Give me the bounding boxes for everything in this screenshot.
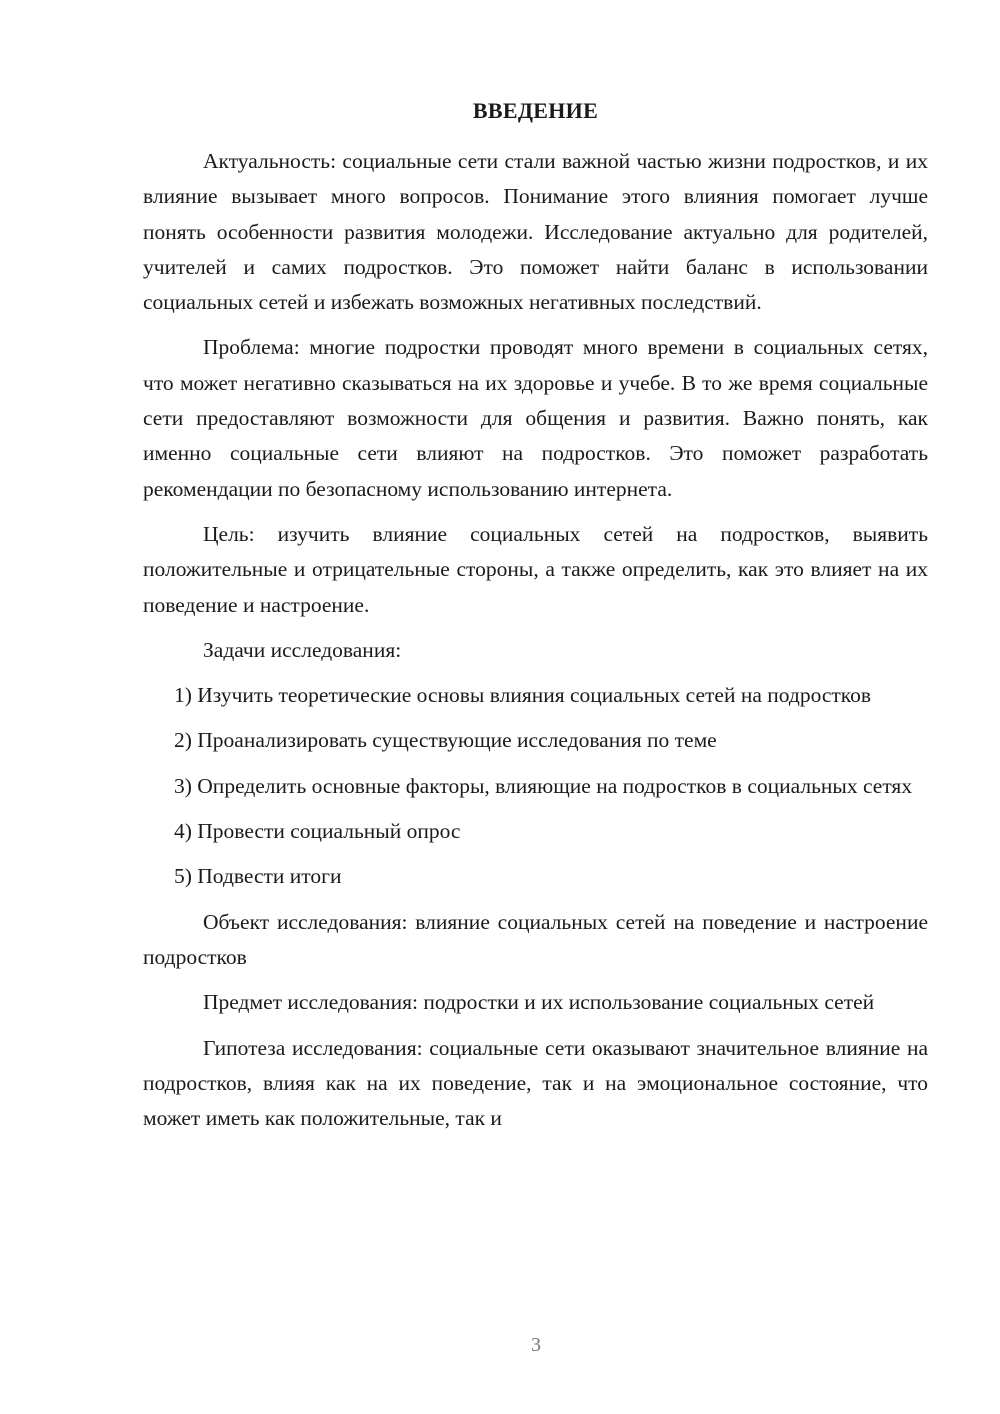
subject-paragraph: Предмет исследования: подростки и их использование социальных сетей <box>203 990 875 1015</box>
problem-paragraph: Проблема: многие подростки проводят много времени в социальных сетях, что может негативно сказываться на их здоровье и учебе. В то же время социальные сети предоставляют возможности для общения и развития. Важно понять, как именно социальные сети влияют на подростков. Это поможет разработать рекомендации по безопасному использованию интернета. <box>143 335 928 501</box>
task-item: 1) Изучить теоретические основы влияния социальных сетей на подростков <box>174 683 872 708</box>
task-item: 3) Определить основные факторы, влияющие на подростков в социальных сетях <box>174 773 913 798</box>
section-heading: ВВЕДЕНИЕ <box>472 98 599 123</box>
page-number: 3 <box>531 1334 541 1356</box>
goal-paragraph: Цель: изучить влияние социальных сетей на подростков, выявить положительные и отрицательные стороны, а также определить, как это влияет на их поведение и настроение. <box>143 521 928 617</box>
task-item: 4) Провести социальный опрос <box>174 819 461 844</box>
hypothesis-paragraph: Гипотеза исследования: социальные сети оказывают значительное влияние на подростков, влияя как на их поведение, так и на эмоциональное состояние, что может иметь как положительные, так и <box>143 1035 928 1131</box>
task-item: 2) Проанализировать существующие исследования по теме <box>174 728 717 753</box>
object-paragraph: Объект исследования: влияние социальных сетей на поведение и настроение подростков <box>143 909 928 969</box>
task-item: 5) Подвести итоги <box>174 864 342 889</box>
tasks-heading: Задачи исследования: <box>203 637 402 662</box>
relevance-paragraph: Актуальность: социальные сети стали важной частью жизни подростков, и их влияние вызывает много вопросов. Понимание этого влияния помогает лучше понять особенности развития молодежи. Исследование актуально для родителей, учителей и самих подростков. Это поможет найти баланс в использовании социальных сетей и избежать возможных негативных последствий. <box>143 149 928 315</box>
document-page <box>143 96 928 1146</box>
